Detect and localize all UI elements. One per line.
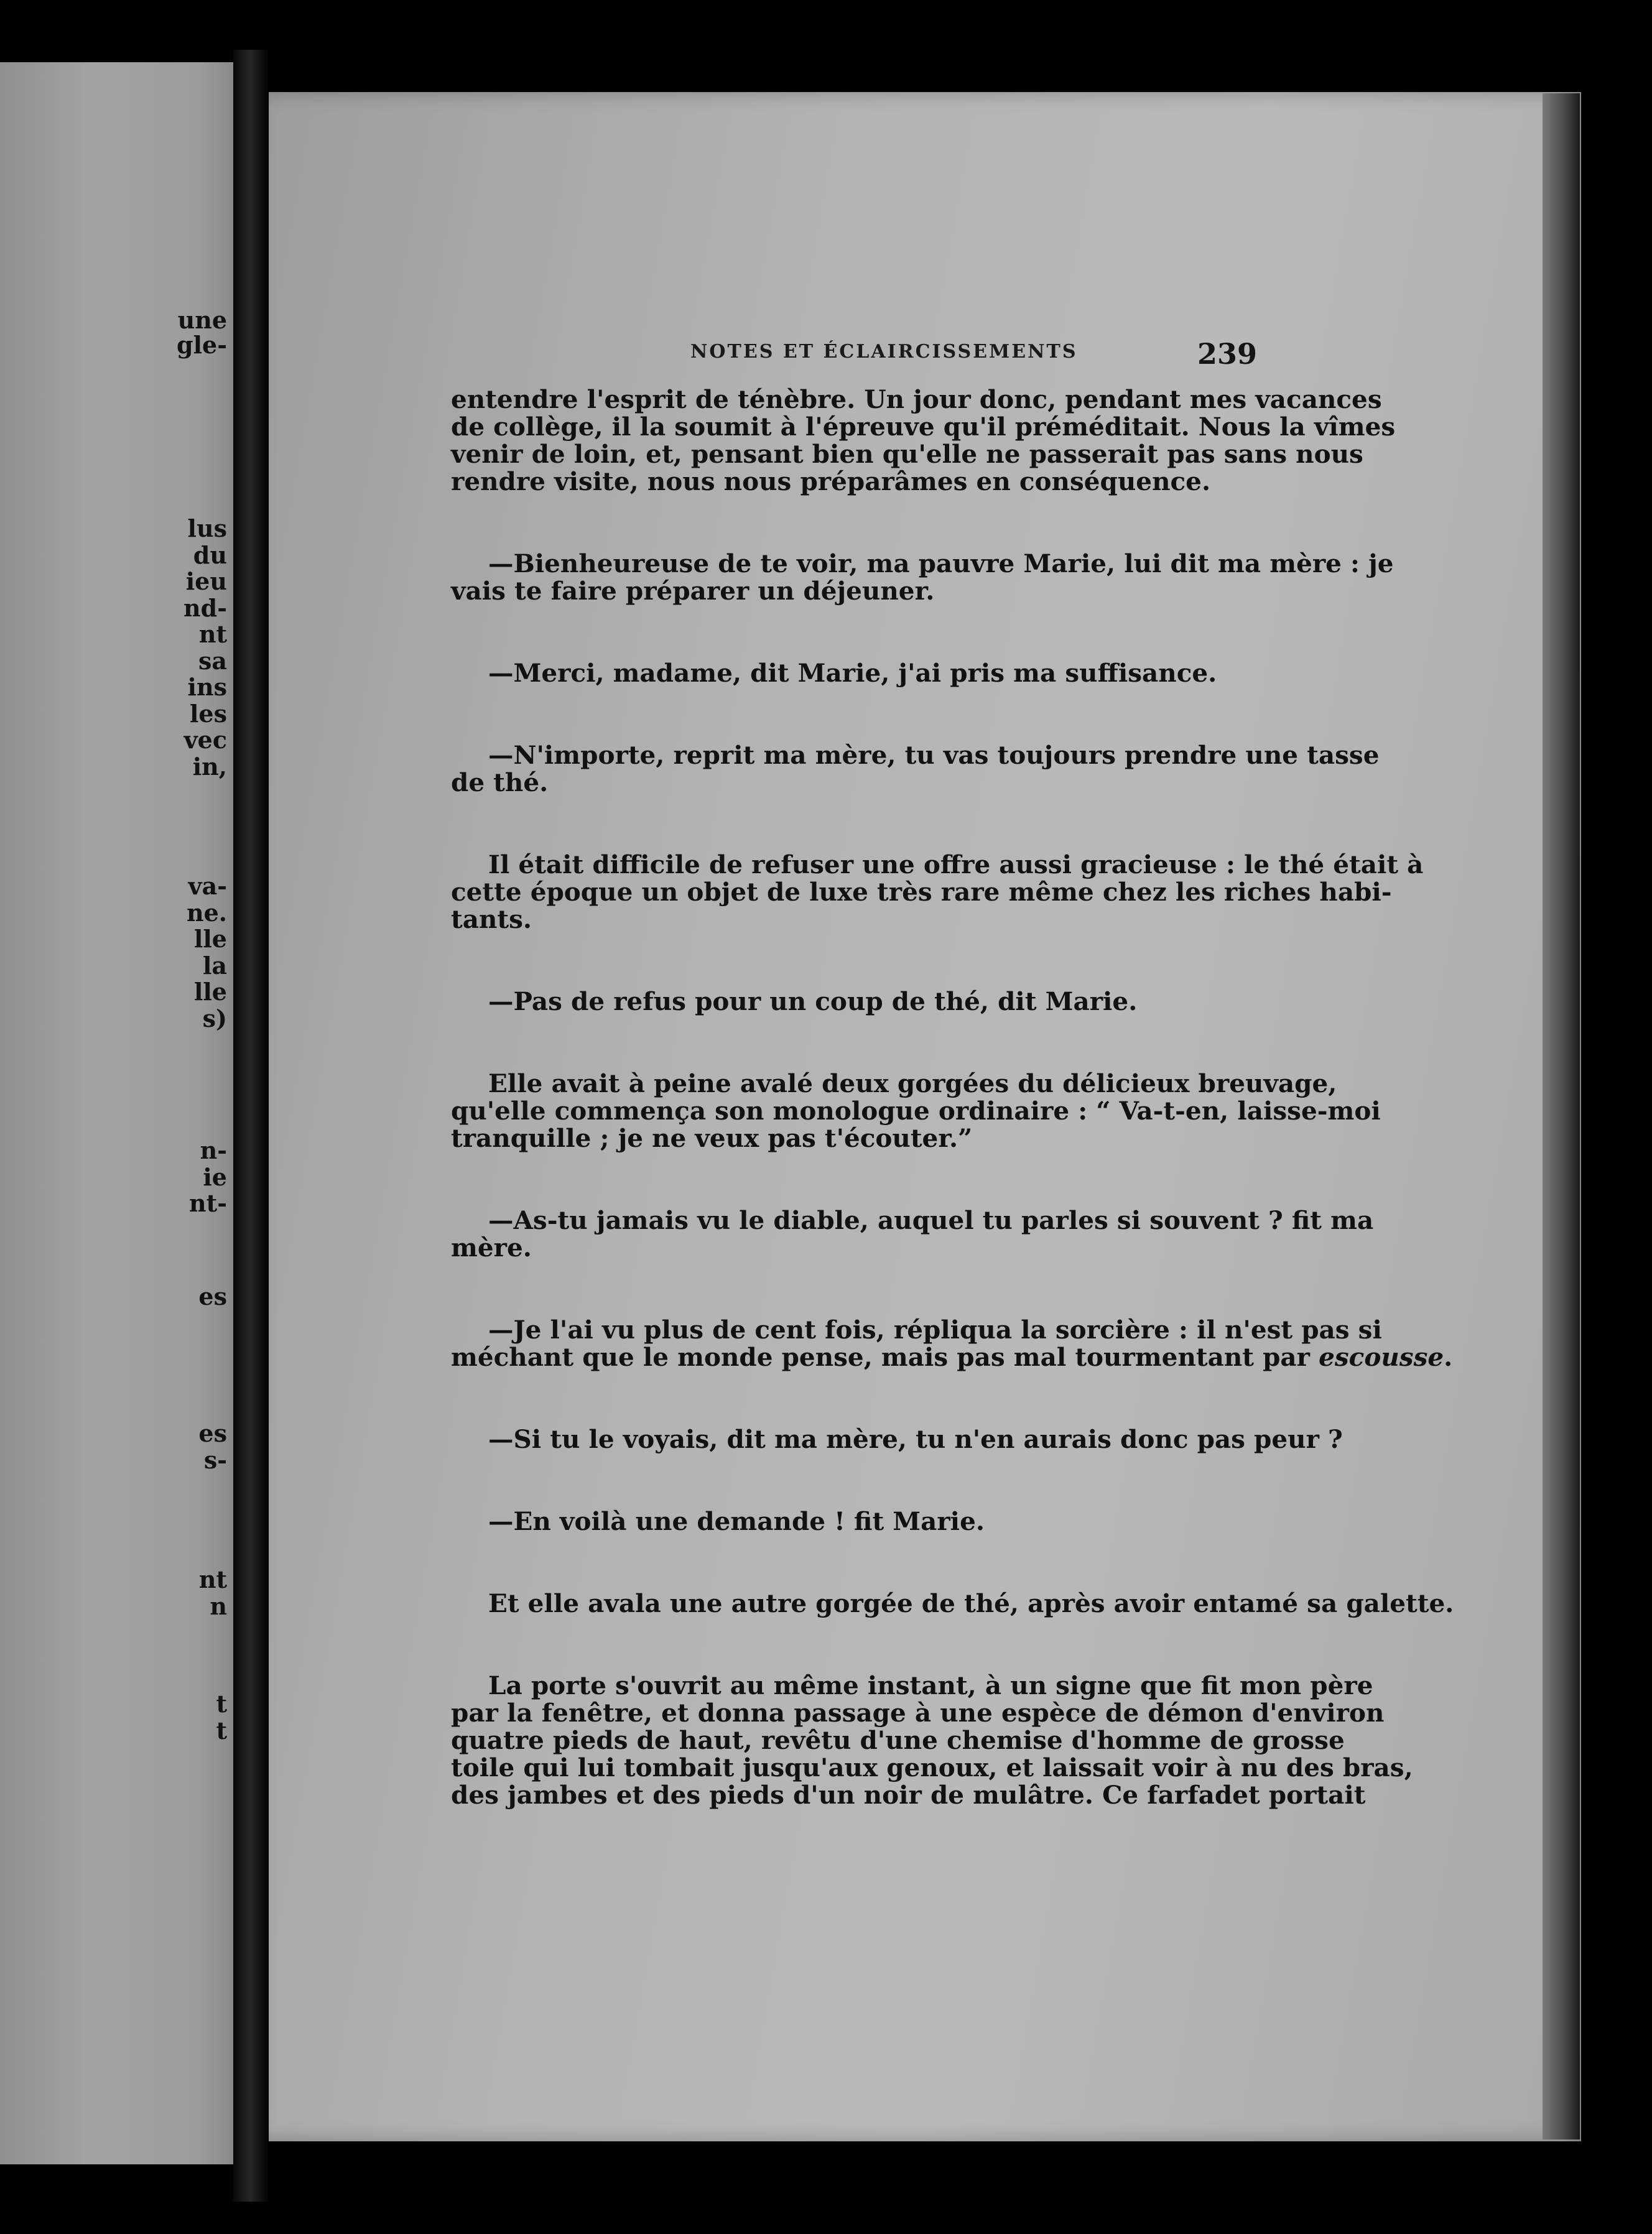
page-number: 239 (1197, 337, 1258, 371)
paragraph-11 (451, 1508, 1253, 1535)
paragraph-6 (451, 988, 1253, 1015)
left-page-word-fragment: lle (193, 978, 227, 1006)
left-page-fragment (0, 62, 233, 2164)
text-line: Il était difficile de refuser une offre aussi gracieuse : le thé était à (488, 850, 1424, 879)
left-page-word-fragment: sa (198, 647, 227, 675)
left-page-word-fragment: lus (187, 514, 227, 542)
left-page-word-fragment: gle- (177, 331, 227, 359)
paragraph-13 (451, 1671, 1413, 1810)
text-run: . (1444, 1342, 1453, 1372)
text-line: de thé. (451, 767, 549, 797)
paragraph-3 (451, 659, 1253, 687)
paragraph-7 (451, 1068, 1381, 1153)
text-line: —Merci, madame, dit Marie, j'ai pris ma suffisance. (488, 658, 1217, 688)
left-page-word-fragment: t (216, 1717, 227, 1745)
text-line: tranquille ; je ne veux pas t'écouter.” (451, 1123, 973, 1153)
text-line: rendre visite, nous nous préparâmes en conséquence. (451, 466, 1211, 496)
left-page-word-fragment: n (210, 1592, 227, 1620)
left-page-word-fragment: du (193, 541, 227, 569)
left-page-word-fragment: lle (193, 925, 227, 953)
text-line: de collège, il la soumit à l'épreuve qu'il préméditait. Nous la vîmes (451, 412, 1396, 442)
paragraph-2 (451, 549, 1394, 606)
paragraph-10 (451, 1424, 1343, 1454)
italic-word: escousse (1319, 1342, 1444, 1372)
left-page-word-fragment: va- (188, 872, 227, 900)
text-line: —En voilà une demande ! fit Marie. (488, 1506, 985, 1536)
left-page-word-fragment: ins (187, 673, 227, 701)
left-page-word-fragment: ieu (185, 567, 227, 595)
text-line: quatre pieds de haut, revêtu d'une chemise d'homme de grosse (451, 1725, 1345, 1755)
left-page-word-fragment: s- (203, 1446, 227, 1474)
paragraph-9 (451, 1315, 1453, 1372)
page-edge-shadow (1543, 93, 1580, 2139)
left-page-word-fragment: une (177, 306, 227, 334)
left-page-word-fragment: es (198, 1419, 227, 1447)
paragraph-1 (451, 384, 1396, 496)
text-line: tants. (451, 904, 532, 934)
left-page-word-fragment: ie (203, 1163, 227, 1191)
text-run: méchant que le monde pense, mais pas mal tourmentant par (451, 1342, 1319, 1372)
text-line: Et elle avala une autre gorgée de thé, après avoir entamé sa galette. (488, 1588, 1454, 1618)
text-line: Elle avait à peine avalé deux gorgées du délicieux breuvage, (488, 1068, 1337, 1098)
page-body (451, 384, 1454, 1810)
left-page-word-fragment: nt- (189, 1189, 227, 1217)
text-line: —As-tu jamais vu le diable, auquel tu parles si souvent ? fit ma (488, 1205, 1374, 1235)
left-page-word-fragment: les (189, 700, 227, 728)
text-line: La porte s'ouvrit au même instant, à un signe que fit mon père (488, 1671, 1373, 1700)
text-line: toile qui lui tombait jusqu'aux genoux, et laissait voir à nu des bras, (451, 1753, 1413, 1782)
text-line: —Si tu le voyais, dit ma mère, tu n'en aurais donc pas peur ? (488, 1424, 1343, 1454)
left-page-word-fragment: ne. (186, 899, 227, 927)
left-page-word-fragment: nt (198, 1565, 227, 1593)
left-page-word-fragment: n- (200, 1136, 227, 1164)
paragraph-5 (451, 850, 1424, 934)
left-page-word-fragment: es (198, 1282, 227, 1310)
left-page-word-fragment: in, (192, 753, 227, 781)
text-line: venir de loin, et, pensant bien qu'elle ne passerait pas sans nous (451, 439, 1363, 469)
text-line: des jambes et des pieds d'un noir de mulâtre. Ce farfadet portait (451, 1780, 1366, 1810)
text-line: qu'elle commença son monologue ordinaire : “ Va-t-en, laisse-moi (451, 1096, 1381, 1126)
left-page-word-fragment: s) (202, 1004, 227, 1032)
left-page-text-edge (0, 62, 233, 2164)
paragraph-12 (451, 1588, 1454, 1618)
text-line: mère. (451, 1233, 532, 1263)
text-line: —Pas de refus pour un coup de thé, dit Marie. (488, 986, 1138, 1016)
paragraph-4 (451, 740, 1380, 797)
text-line (451, 1342, 1453, 1372)
paragraph-8 (451, 1205, 1374, 1263)
text-line: entendre l'esprit de ténèbre. Un jour donc, pendant mes vacances (451, 384, 1382, 414)
text-line: —Je l'ai vu plus de cent fois, répliqua la sorcière : il n'est pas si (488, 1315, 1382, 1345)
left-page-word-fragment: t (216, 1690, 227, 1718)
text-line: —N'importe, reprit ma mère, tu vas toujours prendre une tasse (488, 740, 1380, 770)
left-page-word-fragment: nd- (183, 594, 227, 622)
text-line: vais te faire préparer un déjeuner. (451, 576, 935, 606)
running-head: NOTES ET ÉCLAIRCISSEMENTS (690, 341, 1078, 363)
book-gutter (233, 50, 267, 2202)
text-line: cette époque un objet de luxe très rare même chez les riches habi- (451, 877, 1392, 907)
text-line: —Bienheureuse de te voir, ma pauvre Marie, lui dit ma mère : je (488, 549, 1394, 578)
left-page-word-fragment: la (202, 952, 227, 980)
text-line: par la fenêtre, et donna passage à une espèce de démon d'environ (451, 1698, 1385, 1728)
left-page-word-fragment: nt (198, 620, 227, 648)
left-page-word-fragment: vec (183, 726, 227, 754)
